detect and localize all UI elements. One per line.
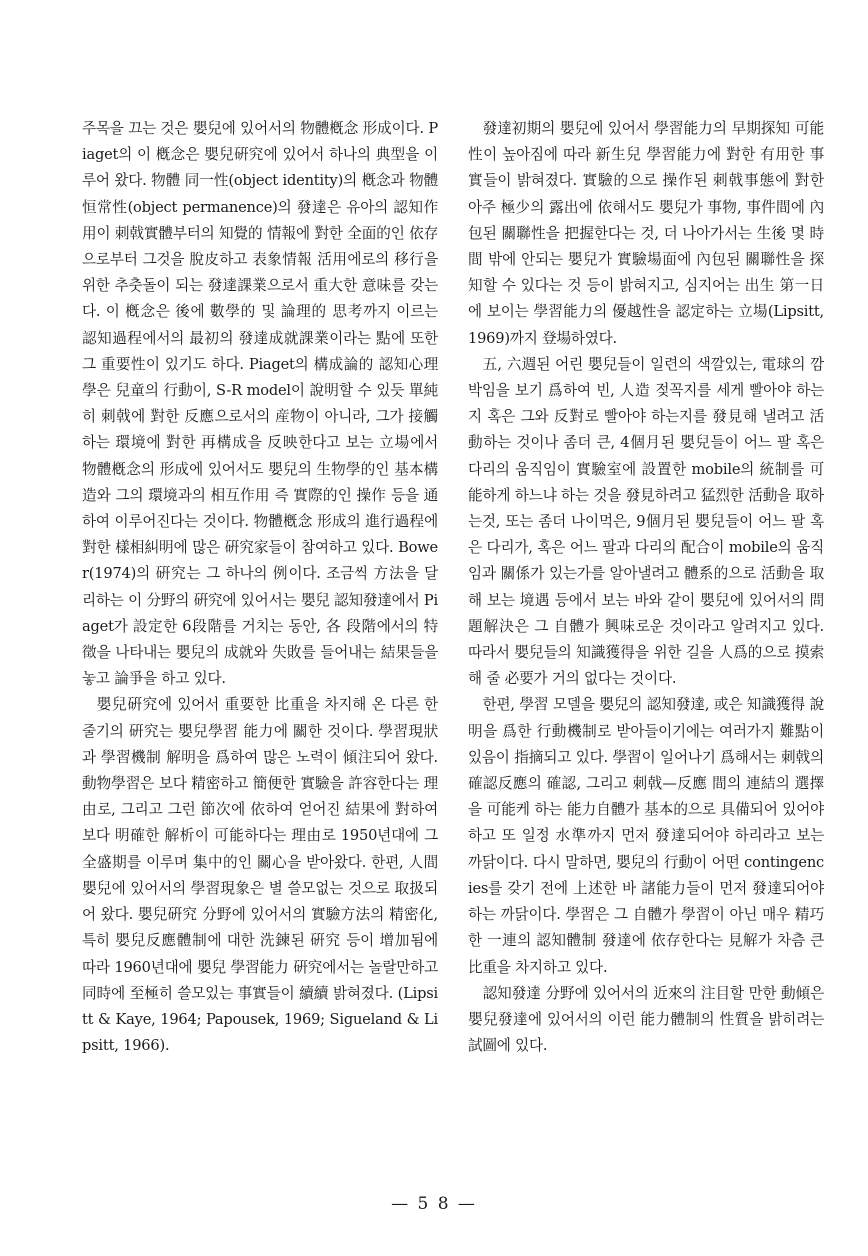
paragraph: 주목을 끄는 것은 嬰兒에 있어서의 物體槪念 形成이다. Piaget의 이 槪念은 嬰兒硏究에 있어서 하나의 典型을 이루어 왔다. 物體 同一性(object identity)의 槪念과 物體 恒常性(object permanence)의 發達은 유아의 認知作用이 刺戟實體부터의 知覺的 情報에 對한 全面的인 依存으로부터 그것을 脫皮하고 表象情報 活用에로의 移行을 위한 추춧돌이 되는 發達課業으로서 重大한 意味를 갖는다. 이 槪念은 後에 數學的 및 論理的 思考까지 이르는 認知過程에서의 最初의 發達成就課業이라는 點에 또한 그 重要性이 있기도 하다. Piaget의 構成論的 認知心理學은 兒童의 行動이, S-R model이 說明할 수 있듯 單純히 刺戟에 對한 反應으로서의 産物이 아니라, 그가 接觸하는 環境에 對한 再構成을 反映한다고 보는 立場에서 物體槪念의 形成에 있어서도 嬰兒의 生物學的인 基本構造와 그의 環境과의 相互作用 즉 實際的인 操作 등을 通하여 이루어진다는 것이다. 物體槪念 形成의 進行過程에 對한 樣相糾明에 많은 硏究家들이 참여하고 있다. Bower(1974)의 硏究는 그 하나의 例이다. 조금씩 方法을 달리하는 이 分野의 硏究에 있어서는 嬰兒 認知發達에서 Piaget가 設定한 6段階를 거치는 동안, 各 段階에서의 特徵을 나타내는 嬰兒의 成就와 失敗를 들어내는 結果들을 놓고 論爭을 하고 있다.	[82, 120, 438, 688]
paragraph: 嬰兒硏究에 있어서 重要한 比重을 차지해 온 다른 한 줄기의 硏究는 嬰兒學習 能力에 關한 것이다. 學習現狀과 學習機制 解明을 爲하여 많은 노력이 傾注되어 왔다. 動物學習은 보다 精密하고 簡便한 實驗을 許容한다는 理由로, 그리고 그런 節次에 依하여 얻어진 結果에 對하여 보다 明確한 解析이 可能하다는 理由로 1950년대에 그 全盛期를 이루며 集中的인 關心을 받아왔다. 한편, 人間嬰兒에 있어서의 學習現象은 별 쓸모없는 것으로 取扱되어 왔다. 嬰兒硏究 分野에 있어서의 實驗方法의 精密化, 특히 嬰兒反應體制에 대한 洗鍊된 硏究 등이 增加됨에 따라 1960년대에 嬰兒 學習能力 硏究에서는 놀랄만하고 同時에 至極히 쓸모있는 事實들이 續續 밝혀졌다. (Lipsitt & Kaye, 1964; Papousek, 1969; Sigueland & Lipsitt, 1966).	[82, 696, 438, 1055]
page-number: — 5 8 —	[391, 1194, 477, 1214]
paragraph: 한편, 學習 모델을 嬰兒의 認知發達, 或은 知識獲得 說明을 爲한 行動機制로 받아들이기에는 여러가지 難點이 있음이 指摘되고 있다. 學習이 일어나기 爲해서는 刺戟의 確認反應의 確認, 그리고 刺戟—反應 間의 連結의 選擇을 可能케 하는 能力自體가 基本的으로 具備되어 있어야 하고 또 일정 水準까지 먼저 發達되어야 하리라고 보는 까닭이다. 다시 말하면, 嬰兒의 行動이 어떤 contingencies를 갖기 전에 上述한 바 諸能力들이 먼저 發達되어야 하는 까닭이다. 學習은 그 自體가 學習이 아닌 매우 精巧한 一連의 認知體制 發達에 依存한다는 見解가 차츰 큰 比重을 차지하고 있다.	[468, 696, 824, 976]
paragraph: 認知發達 分野에 있어서의 近來의 注目할 만한 動傾은 嬰兒發達에 있어서의 이런 能力體制의 性質을 밝히려는 試圖에 있다.	[468, 984, 824, 1055]
right-column	[468, 116, 824, 1059]
left-column	[82, 116, 438, 1059]
paragraph: 五, 六週된 어린 嬰兒들이 일련의 색깔있는, 電球의 깜박임을 보기 爲하여 빈, 人造 젖꼭지를 세게 빨아야 하는지 혹은 그와 反對로 빨아야 하는지를 發見해 낼려고 活動하는 것이나 좀더 큰, 4個月된 嬰兒들이 어느 팔 혹은 다리의 움직임이 實驗室에 設置한 mobile의 統制를 可能하게 하느냐 하는 것을 發見하려고 猛烈한 活動을 取하는것, 또는 좀더 나이먹은, 9個月된 嬰兒들이 어느 팔 혹은 다리가, 혹은 어느 팔과 다리의 配合이 mobile의 움직임과 關係가 있는가를 알아낼려고 體系的으로 活動을 取해 보는 境遇 등에서 보는 바와 같이 嬰兒에 있어서의 問題解決은 그 自體가 興味로운 것이라고 알려지고 있다. 따라서 嬰兒들의 知識獲得을 위한 길을 人爲的으로 摸索해 줄 必要가 거의 없다는 것이다.	[468, 355, 824, 688]
paragraph: 發達初期의 嬰兒에 있어서 學習能力의 早期探知 可能性이 높아짐에 따라 新生兒 學習能力에 對한 有用한 事實들이 밝혀졌다. 實驗的으로 操作된 刺戟事態에 對한 아주 極少의 露出에 依해서도 嬰兒가 事物, 事件間에 內包된 關聯性을 把握한다는 것, 더 나아가서는 生後 몇 時間 밖에 안되는 嬰兒가 實驗場面에 內包된 關聯性을 探知할 수 있다는 것 등이 밝혀지고, 심지어는 出生 第一日에 보이는 學習能力의 優越性을 認定하는 立場(Lipsitt, 1969)까지 登場하였다.	[468, 120, 824, 347]
